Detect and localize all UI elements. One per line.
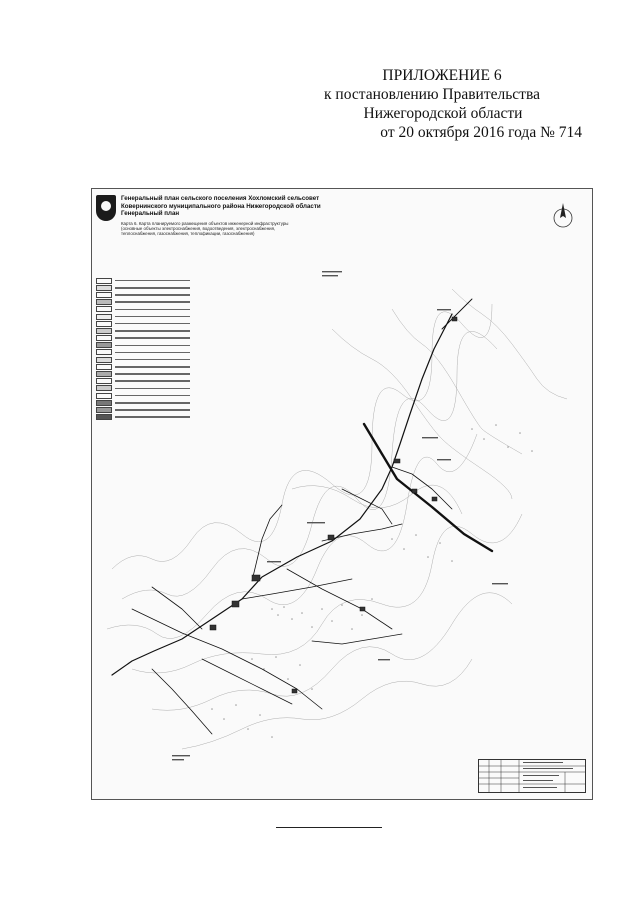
legend-item <box>96 385 190 392</box>
map-subtitle-line-1: Карта 6. Карта планируемого размещения объектов инженерной инфраструктуры <box>121 220 289 226</box>
legend-item <box>96 277 190 284</box>
signature-underline <box>276 827 382 828</box>
legend-item <box>96 327 190 334</box>
appendix-date-line: от 20 октября 2016 года № 714 <box>380 124 582 141</box>
appendix-header <box>282 66 582 142</box>
legend-item <box>96 370 190 377</box>
legend-item <box>96 392 190 399</box>
legend-item <box>96 406 190 413</box>
map-title-line-3: Генеральный план <box>121 210 180 217</box>
legend-item <box>96 356 190 363</box>
legend-item <box>96 313 190 320</box>
legend-item <box>96 378 190 385</box>
map-subtitle-line-2: (основные объекты электроснабжения, водоотведения, электроснабжения, <box>121 225 276 231</box>
appendix-region-line: Нижегородской области <box>363 105 523 122</box>
legend-item <box>96 363 190 370</box>
legend-item <box>96 414 190 421</box>
map-subtitle-line-3: теплоснабжения, газоснабжения, теплофикации, газоснабжения) <box>121 231 255 237</box>
legend-item <box>96 399 190 406</box>
legend-item <box>96 349 190 356</box>
compass-rose-icon <box>548 199 578 233</box>
legend-item <box>96 335 190 342</box>
legend-item <box>96 299 190 306</box>
title-stamp <box>478 759 586 793</box>
legend-item <box>96 342 190 349</box>
legend-item <box>96 306 190 313</box>
region-emblem-icon <box>96 195 116 221</box>
map-title-block <box>96 195 356 237</box>
general-plan-map <box>91 188 593 800</box>
legend-item <box>96 320 190 327</box>
legend-item <box>96 291 190 298</box>
map-title-line-1: Генеральный план сельского поселения Хохломский сельсовет <box>121 195 320 202</box>
legend-item <box>96 284 190 291</box>
map-title-line-2: Ковернинского муниципального района Нижегородской области <box>121 202 321 210</box>
appendix-decree-line: к постановлению Правительства <box>324 86 540 103</box>
appendix-number: ПРИЛОЖЕНИЕ 6 <box>382 67 502 84</box>
map-legend <box>96 277 190 457</box>
